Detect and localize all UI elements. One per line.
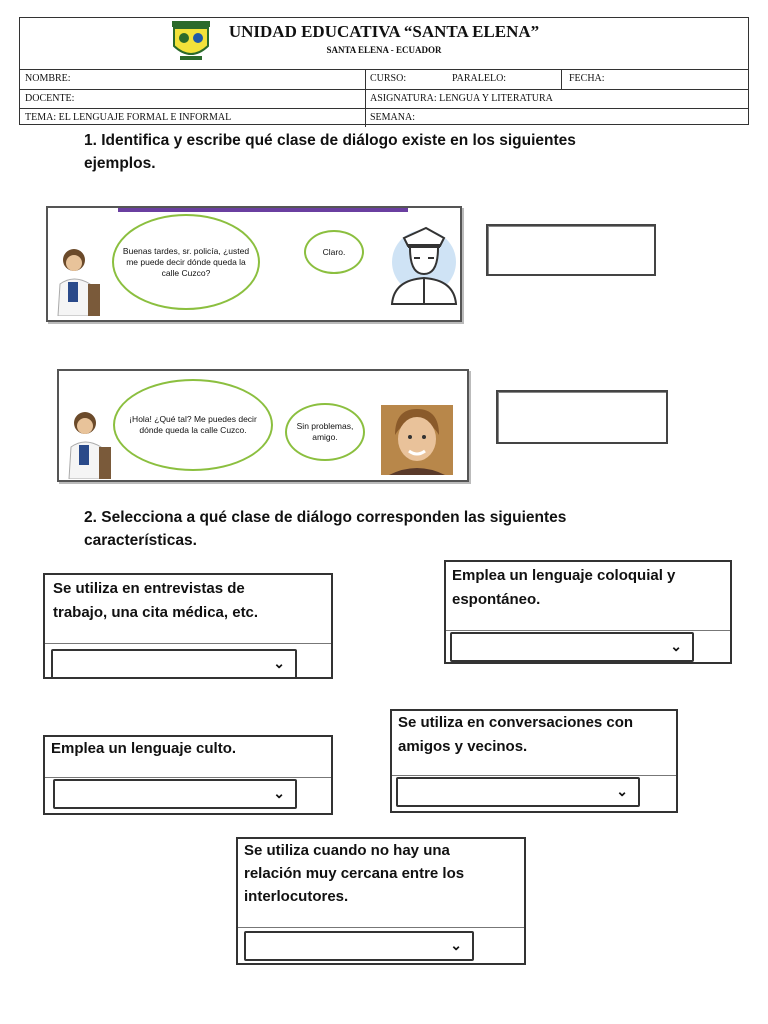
docente-label: DOCENTE: xyxy=(25,93,75,104)
characteristic-card-3: Emplea un lenguaje culto. ⌄ xyxy=(43,735,333,815)
dropdown-select-3[interactable] xyxy=(53,779,297,809)
boy-figure xyxy=(52,244,102,316)
panel-top-bar xyxy=(118,208,408,212)
boy-figure xyxy=(63,407,113,479)
characteristic-card-4: Se utiliza en conversaciones con amigos y vecinos. ⌄ xyxy=(390,709,678,813)
paralelo-label: PARALELO: xyxy=(452,73,507,84)
dropdown-select-4[interactable] xyxy=(396,777,640,807)
header-row-nombre xyxy=(20,69,748,90)
school-name: UNIDAD EDUCATIVA “SANTA ELENA” xyxy=(228,22,540,41)
fecha-label: FECHA: xyxy=(569,73,605,84)
header-table xyxy=(19,17,749,125)
semana-label: SEMANA: xyxy=(370,112,416,123)
speech-bubble-right: Claro. xyxy=(304,230,364,274)
answer-box-2[interactable] xyxy=(496,390,668,444)
speech-bubble-left: ¡Hola! ¿Qué tal? Me puedes decir dónde queda la calle Cuzco. xyxy=(113,379,273,471)
chevron-down-icon: ⌄ xyxy=(670,638,682,654)
header-row-docente xyxy=(20,89,748,109)
chevron-down-icon: ⌄ xyxy=(450,937,462,953)
chevron-down-icon: ⌄ xyxy=(273,785,285,801)
characteristic-card-1: Se utiliza en entrevistas de trabajo, una cita médica, etc. ⌄ xyxy=(43,573,333,679)
instruction-2: 2. Selecciona a qué clase de diálogo corresponden las siguientes características. xyxy=(84,509,567,549)
dialogue-panel-informal xyxy=(57,369,469,482)
nombre-label: NOMBRE: xyxy=(25,73,71,84)
school-location: SANTA ELENA - ECUADOR xyxy=(326,45,442,55)
tema-label: TEMA: EL LENGUAJE FORMAL E INFORMAL xyxy=(25,112,232,123)
characteristic-card-2: Emplea un lenguaje coloquial y espontáneo. ⌄ xyxy=(444,560,732,664)
instruction-1: 1. Identifica y escribe qué clase de diálogo existe en los siguientes ejemplos. xyxy=(84,132,576,172)
curso-label: CURSO: xyxy=(370,73,407,84)
dropdown-select-1[interactable] xyxy=(51,649,297,679)
young-man-figure xyxy=(381,405,453,475)
answer-box-1[interactable] xyxy=(486,224,656,276)
characteristic-card-5: Se utiliza cuando no hay una relación muy cercana entre los interlocutores. ⌄ xyxy=(236,837,526,965)
dialogue-panel-formal xyxy=(46,206,462,322)
header-row-tema xyxy=(20,108,748,127)
asignatura-label: ASIGNATURA: LENGUA Y LITERATURA xyxy=(370,93,553,104)
dropdown-select-2[interactable] xyxy=(450,632,694,662)
chevron-down-icon: ⌄ xyxy=(616,783,628,799)
speech-bubble-left: Buenas tardes, sr. policía, ¿usted me puede decir dónde queda la calle Cuzco? xyxy=(112,214,260,310)
speech-bubble-right: Sin problemas, amigo. xyxy=(285,403,365,461)
chevron-down-icon: ⌄ xyxy=(273,655,285,671)
dropdown-select-5[interactable] xyxy=(244,931,474,961)
police-officer-figure xyxy=(378,216,458,312)
